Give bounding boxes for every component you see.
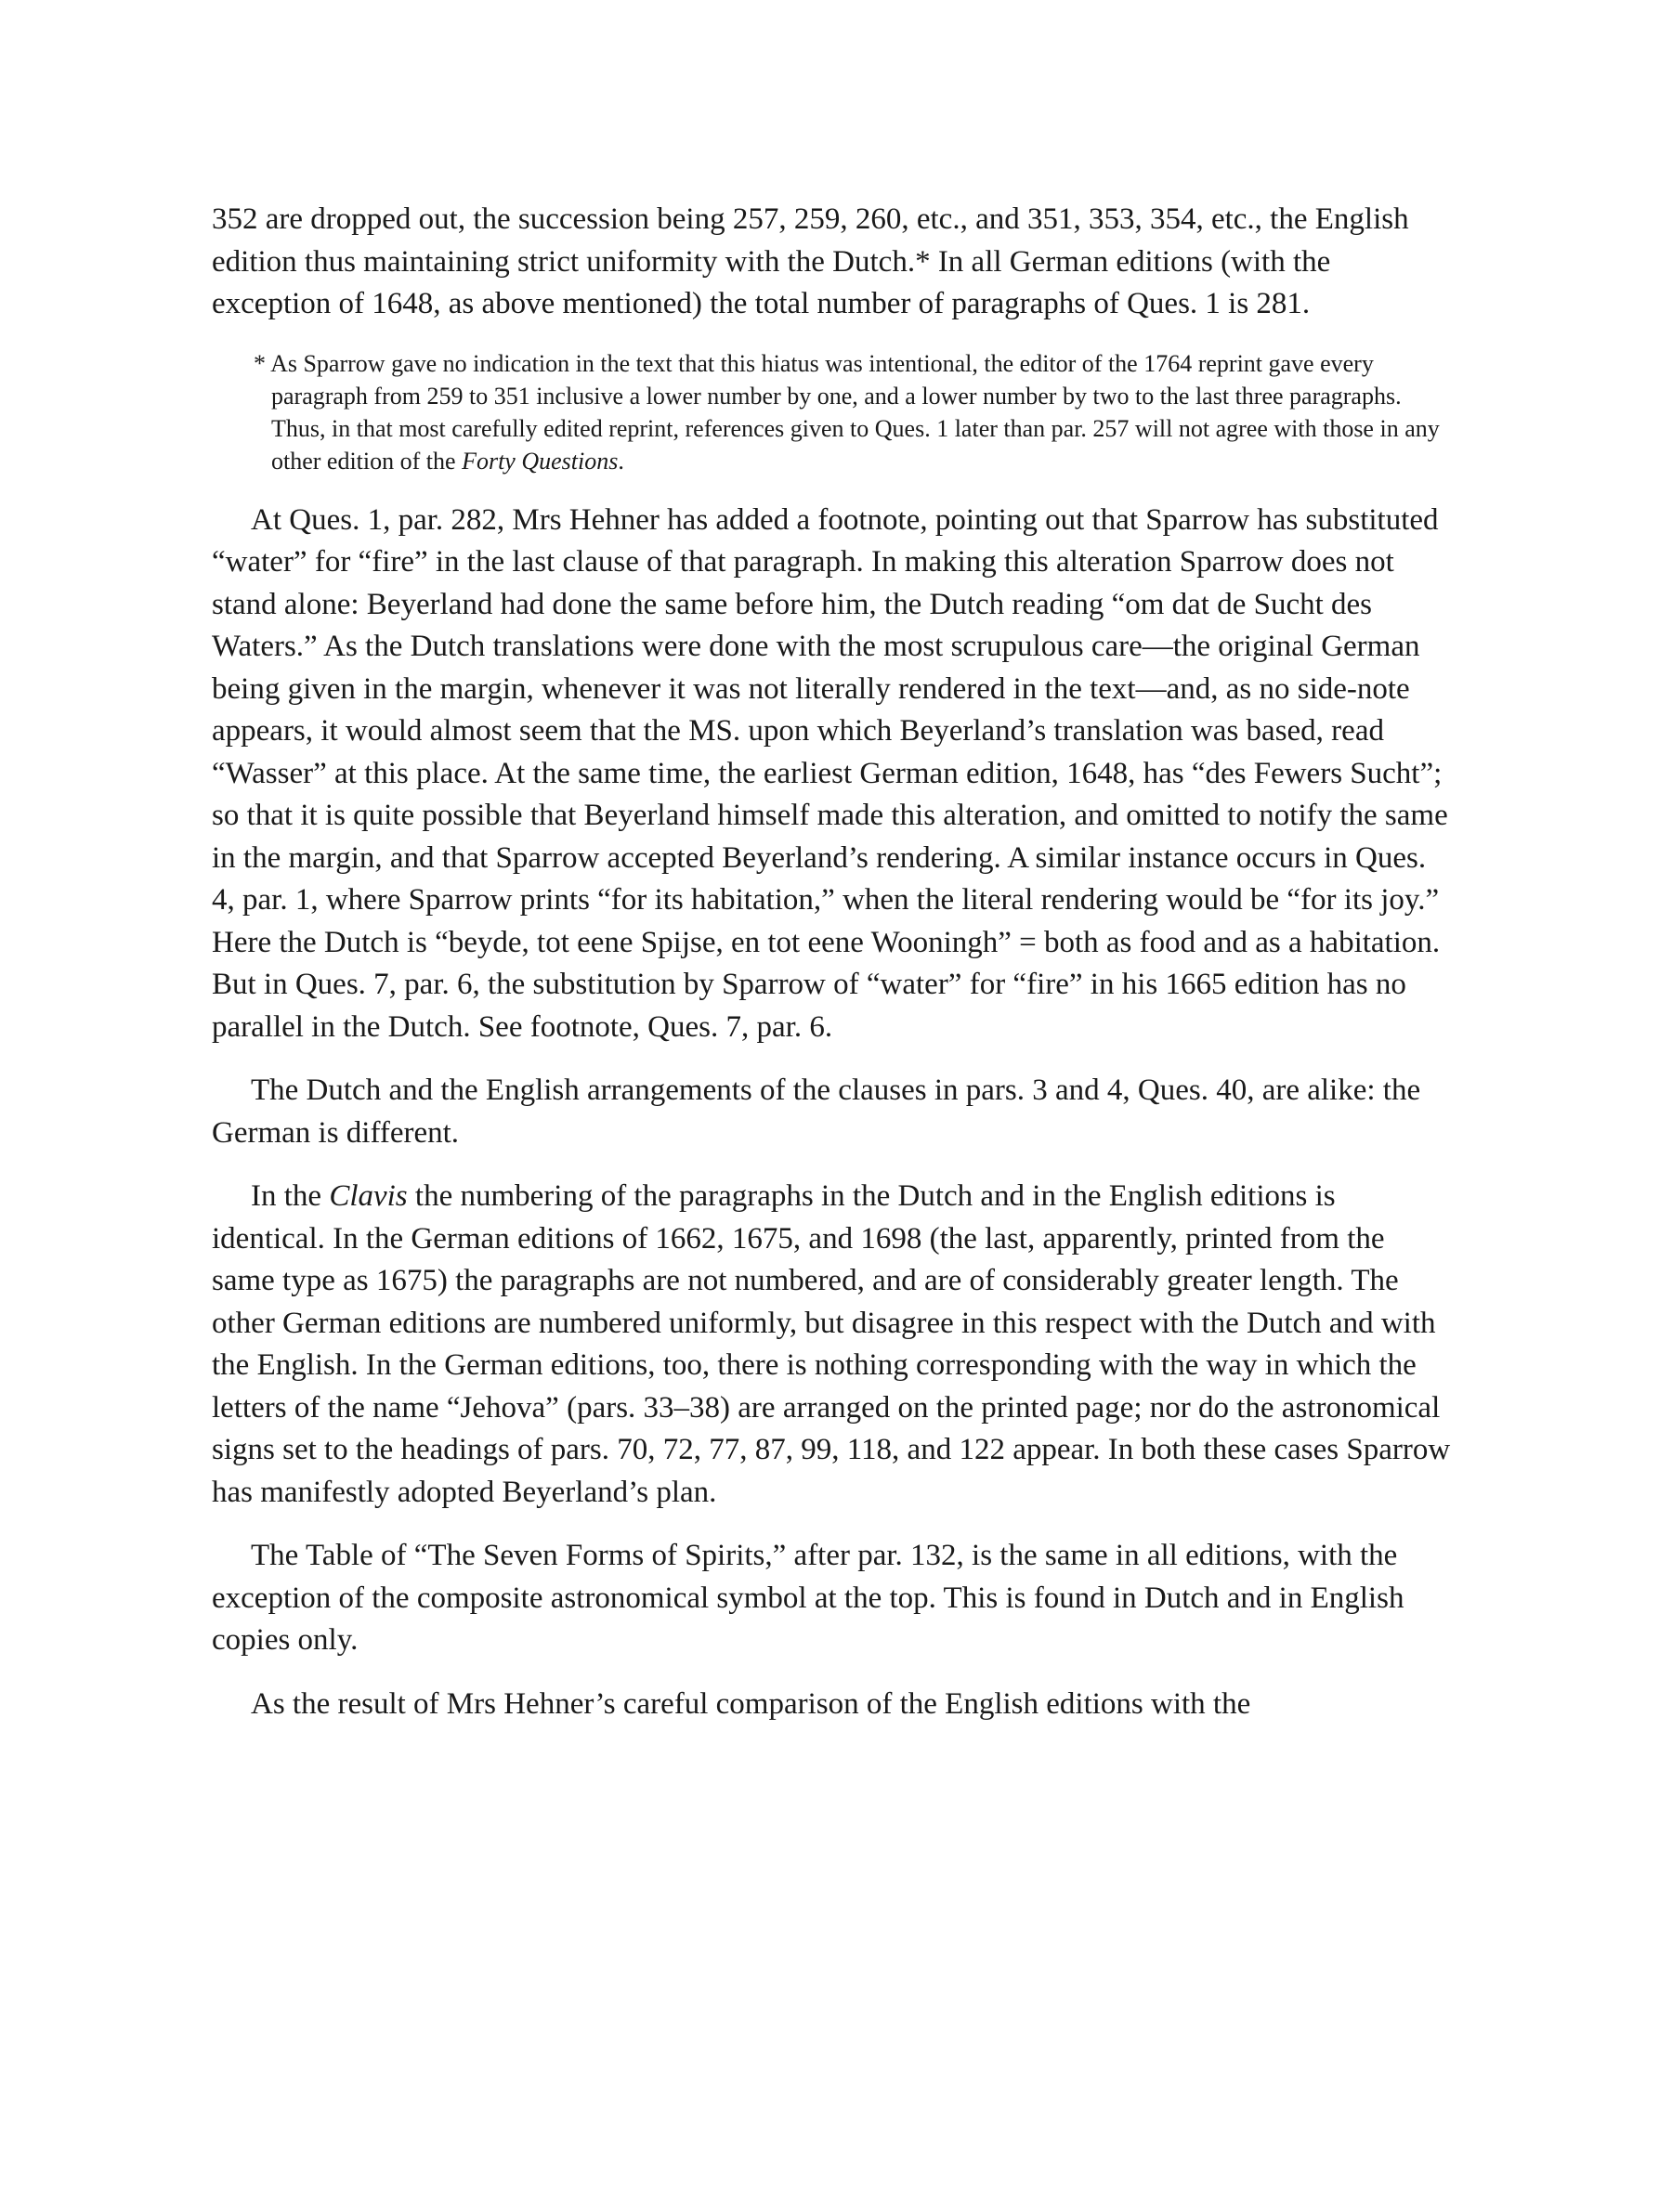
clavis-lead: In the <box>251 1179 330 1213</box>
footnote <box>212 347 1452 477</box>
paragraph-continuation: 352 are dropped out, the succession being 257, 259, 260, etc., and 351, 353, 354, etc., the English edition thus maintaining strict uniformity with the Dutch.* In all German editions (with the exception of 1648, as above mentioned) the total number of paragraphs of Ques. 1 is 281. <box>212 202 1409 320</box>
clavis-title: Clavis <box>329 1179 408 1213</box>
footnote-title: Forty Questions <box>462 447 619 475</box>
footnote-marker: * <box>254 349 266 377</box>
page-body <box>212 199 1452 1747</box>
paragraph-ques-1-par-282: At Ques. 1, par. 282, Mrs Hehner has added a footnote, pointing out that Sparrow has substituted “water” for “fire” in the last clause of that paragraph. In making this alteration Sparrow does not stand alone: Beyerland had done the same before him, the Dutch reading “om dat de Sucht des Waters.” As the Dutch translations were done with the most scrupulous care—the original German being given in the margin, whenever it was not literally rendered in the text—and, as no side-note appears, it would almost seem that the MS. upon which Beyerland’s translation was based, read “Wasser” at this place. At the same time, the earliest German edition, 1648, has “des Fewers Sucht”; so that it is quite possible that Beyerland himself made this alteration, and omitted to notify the same in the margin, and that Sparrow accepted Beyerland’s rendering. A similar instance occurs in Ques. 4, par. 1, where Sparrow prints “for its habitation,” when the literal rendering would be “for its joy.” Here the Dutch is “beyde, tot eene Spijse, en tot eene Wooningh” = both as food and as a habitation. But in Ques. 7, par. 6, the substitution by Sparrow of “water” for “fire” in his 1665 edition has no parallel in the Dutch. See footnote, Ques. 7, par. 6. <box>212 502 1448 1044</box>
paragraph-final-fragment: As the result of Mrs Hehner’s careful comparison of the English editions with the <box>251 1686 1251 1721</box>
paragraph-ques-40: The Dutch and the English arrangements of the clauses in pars. 3 and 4, Ques. 40, are alike: the German is different. <box>212 1073 1421 1150</box>
footnote-text: As Sparrow gave no indication in the text that this hiatus was intentional, the editor of the 1764 reprint gave every paragraph from 259 to 351 inclusive a lower number by one, and a lower number by two to the last three paragraphs. Thus, in that most carefully edited reprint, references given to Ques. 1 later than par. 257 will not agree with those in any other edition of the <box>270 349 1440 475</box>
paragraph-seven-forms-table: The Table of “The Seven Forms of Spirits,” after par. 132, is the same in all editions, with the exception of the composite astronomical symbol at the top. This is found in Dutch and in English copies only. <box>212 1539 1404 1657</box>
footnote-end: . <box>618 447 624 475</box>
clavis-rest: the numbering of the paragraphs in the Dutch and in the English editions is identical. In the German editions of 1662, 1675, and 1698 (the last, apparently, printed from the same type as 1675) the paragraphs are not numbered, and are of considerably greater length. The other German editions are numbered uniformly, but disagree in this respect with the Dutch and with the English. In the German editions, too, there is nothing corresponding with the way in which the letters of the name “Jehova” (pars. 33–38) are arranged on the printed page; nor do the astronomical signs set to the headings of pars. 70, 72, 77, 87, 99, 118, and 122 appear. In both these cases Sparrow has manifestly adopted Beyerland’s plan. <box>212 1179 1451 1509</box>
paragraph-clavis <box>212 1176 1452 1514</box>
